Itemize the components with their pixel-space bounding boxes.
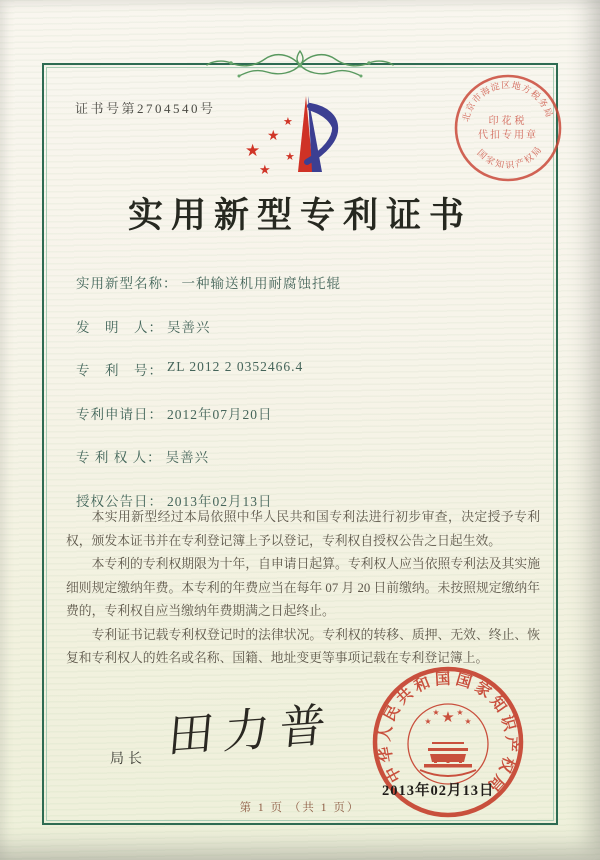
svg-text:★: ★ [267, 128, 280, 144]
commissioner-label: 局长 [110, 752, 146, 767]
svg-text:★: ★ [464, 717, 472, 726]
field-inventor [76, 316, 536, 360]
legal-paragraph-1: 本实用新型经过本局依照中华人民共和国专利法进行初步审查，决定授予专利权，颁发本证书并在专利登记簿上予以登记，专利权自授权公告之日起生效。 [66, 510, 540, 548]
tax-seal-ring-top-text: 北京市海淀区地方税务局 [461, 80, 554, 123]
field-utility-model-name [76, 272, 536, 316]
field-patent-number [76, 359, 536, 403]
field-filing-date [76, 403, 536, 447]
certificate-title: 实用新型专利证书 [127, 196, 472, 235]
field-value: 吴善兴 [167, 319, 211, 335]
seal-issue-date: 2013年02月13日 [382, 783, 495, 799]
legal-paragraph-3: 专利证书记载专利权登记时的法律状况。专利权的转移、质押、无效、终止、恢复和专利权人的姓名或名称、国籍、地址变更等事项记载在专利登记簿上。 [66, 627, 540, 666]
svg-text:★: ★ [245, 141, 261, 161]
national-emblem-icon [408, 704, 488, 784]
office-seal-ring-text: 中华人民共和国国家知识产权局 [375, 669, 521, 798]
field-value: 2012年07月20日 [167, 406, 273, 422]
field-label: 授权公告日： [76, 493, 163, 509]
tax-stamp-seal [450, 70, 566, 186]
certificate-fields [76, 272, 536, 533]
svg-text:★: ★ [283, 115, 293, 128]
tax-seal-center-line1: 印花税 [488, 116, 528, 127]
field-value: 一种输送机用耐腐蚀托辊 [181, 276, 341, 291]
svg-text:★: ★ [432, 708, 440, 717]
svg-text:★: ★ [259, 163, 271, 178]
tax-seal-center-line2: 代扣专用章 [478, 130, 538, 141]
field-label: 专 利 号： [76, 363, 163, 378]
commissioner-signature: 田力普 [165, 698, 338, 763]
svg-text:★: ★ [456, 708, 464, 717]
field-value: 吴善兴 [165, 450, 210, 465]
page-number-footer: 第 1 页 （共 1 页） [239, 802, 361, 814]
field-value: ZL 2012 2 0352466.4 [167, 359, 304, 374]
field-label: 专 利 权 人： [76, 450, 162, 465]
cnipa-logo-icon [243, 90, 371, 178]
svg-text:★: ★ [424, 717, 432, 726]
certificate-number: 证书号第2704540号 [75, 101, 216, 116]
svg-text:★: ★ [285, 150, 295, 163]
legal-text-block [66, 506, 540, 671]
svg-text:★: ★ [441, 708, 455, 726]
legal-paragraph-2: 本专利的专利权期限为十年，自申请日起算。专利权人应当依照专利法及其实施细则规定缴纳年费。本专利的年费应当在每年 07 月 20 日前缴纳。未按照规定缴纳年费的，专利权自应当缴纳年费期满之日起终止。 [66, 557, 540, 619]
tax-seal-ring-bottom-text: 国家知识产权局 [474, 144, 546, 172]
top-border-ornament-icon [205, 46, 395, 84]
field-patentee [76, 446, 536, 490]
field-label: 专利申请日： [76, 406, 163, 422]
field-label: 实用新型名称： [76, 276, 178, 291]
field-label: 发 明 人： [76, 319, 163, 335]
field-value: 2013年02月13日 [167, 493, 273, 509]
